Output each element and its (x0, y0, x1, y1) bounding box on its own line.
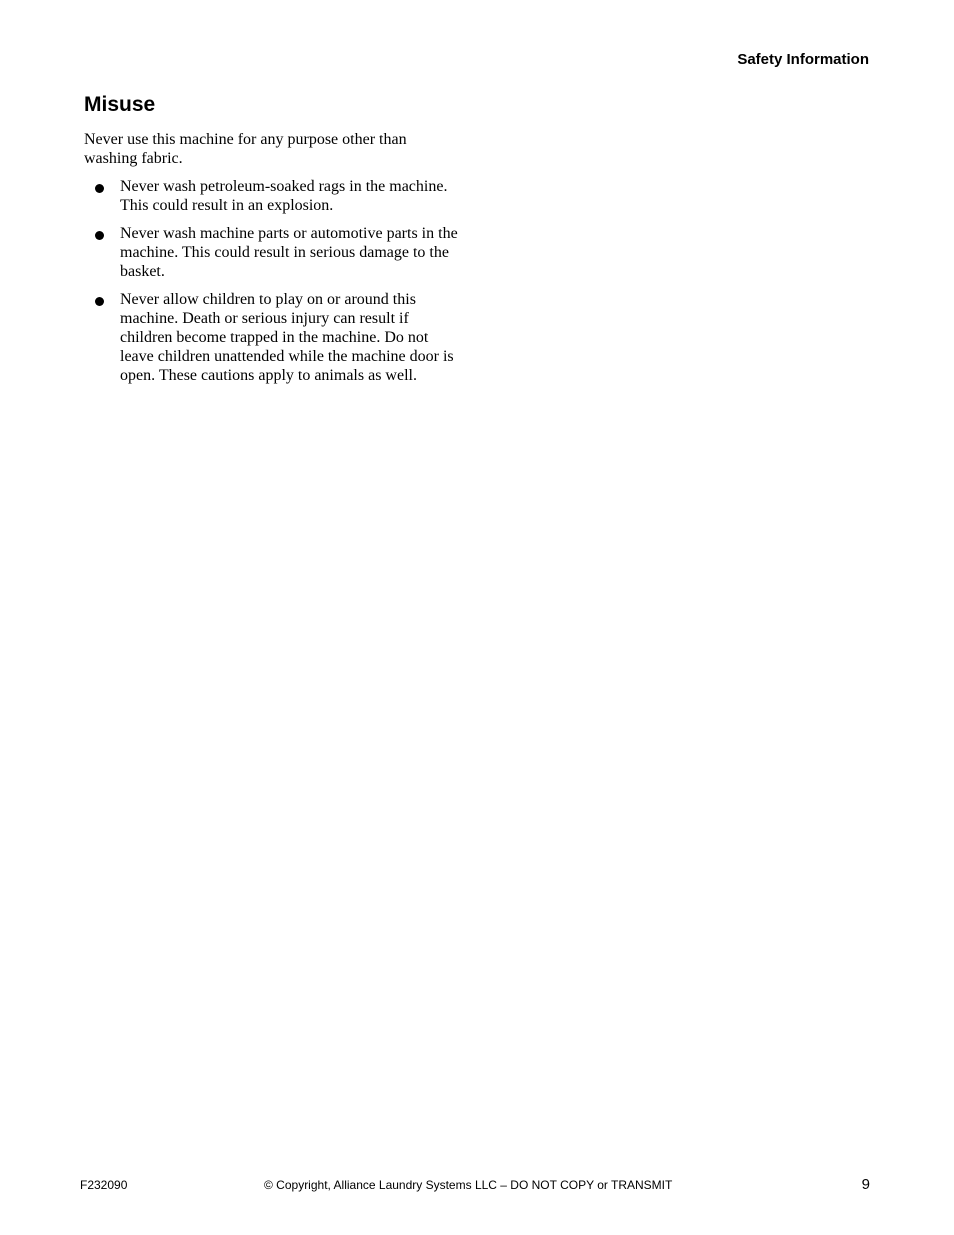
bullet-icon (95, 184, 104, 193)
intro-paragraph: Never use this machine for any purpose other than washing fabric. (84, 131, 407, 167)
bullet-list (84, 177, 464, 385)
bullet-text: Never wash petroleum-soaked rags in the machine. This could result in an explosion. (120, 178, 448, 214)
page-number: 9 (861, 1176, 870, 1193)
bullet-text: Never allow children to play on or around this machine. Death or serious injury can result if children become trapped in the machine. Do not leave children unattended while the machine door is open. These cautions apply to animals as well. (120, 291, 454, 384)
bullet-text: Never wash machine parts or automotive parts in the machine. This could result in serious damage to the basket. (120, 225, 458, 280)
misuse-section (84, 92, 464, 394)
section-heading: Misuse (84, 93, 156, 116)
bullet-icon (95, 297, 104, 306)
running-header: Safety Information (737, 51, 869, 68)
bullet-item (84, 224, 464, 281)
footer-doc-number: F232090 (80, 1178, 128, 1192)
bullet-item (84, 290, 464, 385)
footer-copyright: © Copyright, Alliance Laundry Systems LLC – DO NOT COPY or TRANSMIT (264, 1178, 673, 1192)
bullet-item (84, 177, 464, 215)
bullet-icon (95, 231, 104, 240)
